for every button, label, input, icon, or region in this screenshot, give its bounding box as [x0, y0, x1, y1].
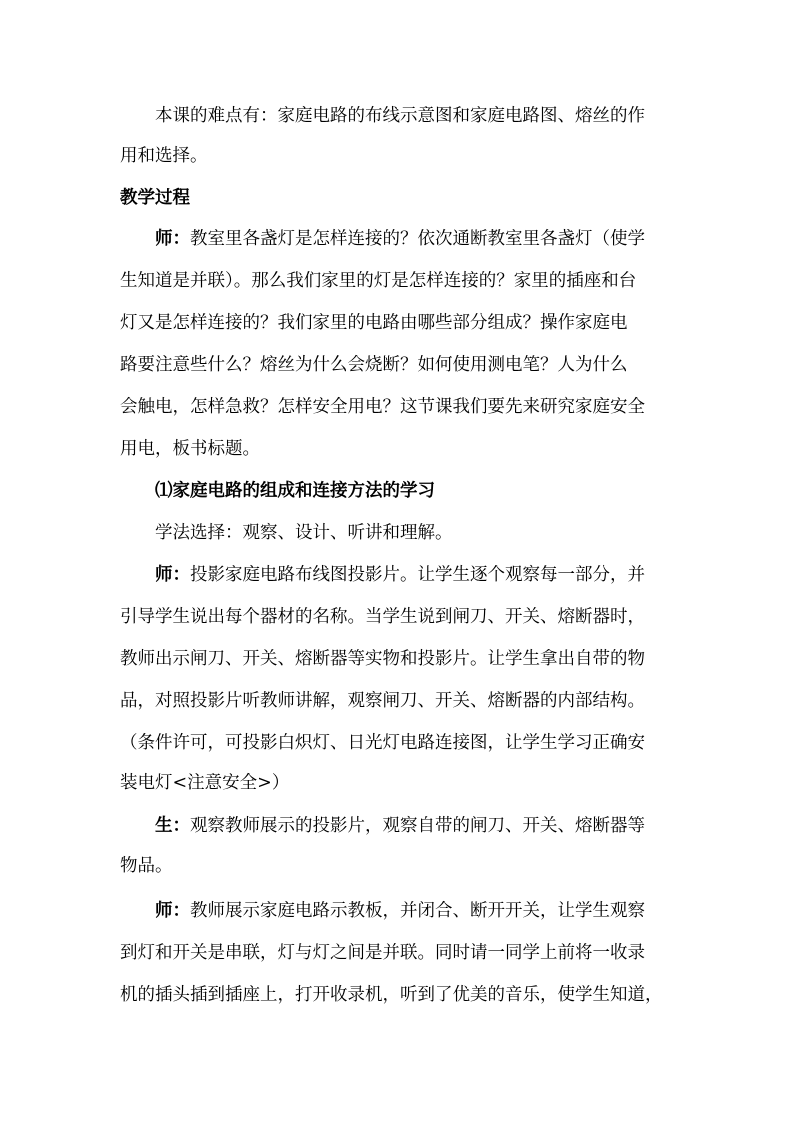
teacher-2-line-3: 教师出示闸刀、开关、熔断器等实物和投影片。让学生拿出自带的物 — [120, 649, 645, 669]
speaker-student: 生： — [155, 816, 190, 836]
difficulty-line-1: 本课的难点有：家庭电路的布线示意图和家庭电路图、熔丝的作 — [155, 106, 645, 126]
student-1-line-1 — [155, 815, 645, 837]
teacher-2-line-4: 品，对照投影片听教师讲解，观察闸刀、开关、熔断器的内部结构。 — [120, 691, 645, 711]
teacher-3-line-2: 到灯和开关是串联，灯与灯之间是并联。同时请一同学上前将一收录 — [120, 943, 645, 963]
speaker-teacher: 师： — [155, 229, 190, 249]
teacher-intro-line-2: 生知道是并联）。那么我们家里的灯是怎样连接的？家里的插座和台 — [120, 271, 637, 291]
paragraph-text: 教室里各盏灯是怎样连接的？依次通断教室里各盏灯（使学 — [190, 229, 645, 249]
section-heading: 教学过程 — [120, 188, 190, 208]
difficulty-line-2: 用和选择。 — [120, 146, 208, 166]
teacher-intro-line-5: 会触电，怎样急救？怎样安全用电？这节课我们要先来研究家庭安全 — [120, 397, 645, 417]
student-1-line-2: 物品。 — [120, 856, 173, 876]
teacher-2-line-5: （条件许可，可投影白炽灯、日光灯电路连接图，让学生学习正确安 — [120, 733, 645, 753]
paragraph-text: 观察教师展示的投影片，观察自带的闸刀、开关、熔断器等 — [190, 816, 645, 836]
paragraph-text: 投影家庭电路布线图投影片。让学生逐个观察每一部分，并 — [190, 565, 645, 585]
speaker-teacher: 师： — [155, 565, 190, 585]
teacher-intro-line-4: 路要注意些什么？熔丝为什么会烧断？如何使用测电笔？人为什么 — [120, 355, 628, 375]
method-line: 学法选择：观察、设计、听讲和理解。 — [155, 523, 453, 543]
teacher-2-line-1 — [155, 564, 645, 586]
teacher-intro-line-6: 用电，板书标题。 — [120, 439, 260, 459]
teacher-intro-line-3: 灯又是怎样连接的？我们家里的电路由哪些部分组成？操作家庭电 — [120, 313, 628, 333]
teacher-3-line-3: 机的插头插到插座上，打开收录机，听到了优美的音乐，使学生知道， — [120, 985, 663, 1005]
teacher-2-line-2: 引导学生说出每个器材的名称。当学生说到闸刀、开关、熔断器时， — [120, 607, 645, 627]
teacher-2-line-6: 装电灯<注意安全>） — [120, 773, 290, 793]
speaker-teacher: 师： — [155, 901, 190, 921]
paragraph-text: 教师展示家庭电路示教板，并闭合、断开开关，让学生观察 — [190, 901, 645, 921]
teacher-3-line-1 — [155, 900, 645, 922]
subsection-title: ⑴家庭电路的组成和连接方法的学习 — [155, 481, 435, 501]
teacher-intro-line-1 — [155, 228, 645, 250]
